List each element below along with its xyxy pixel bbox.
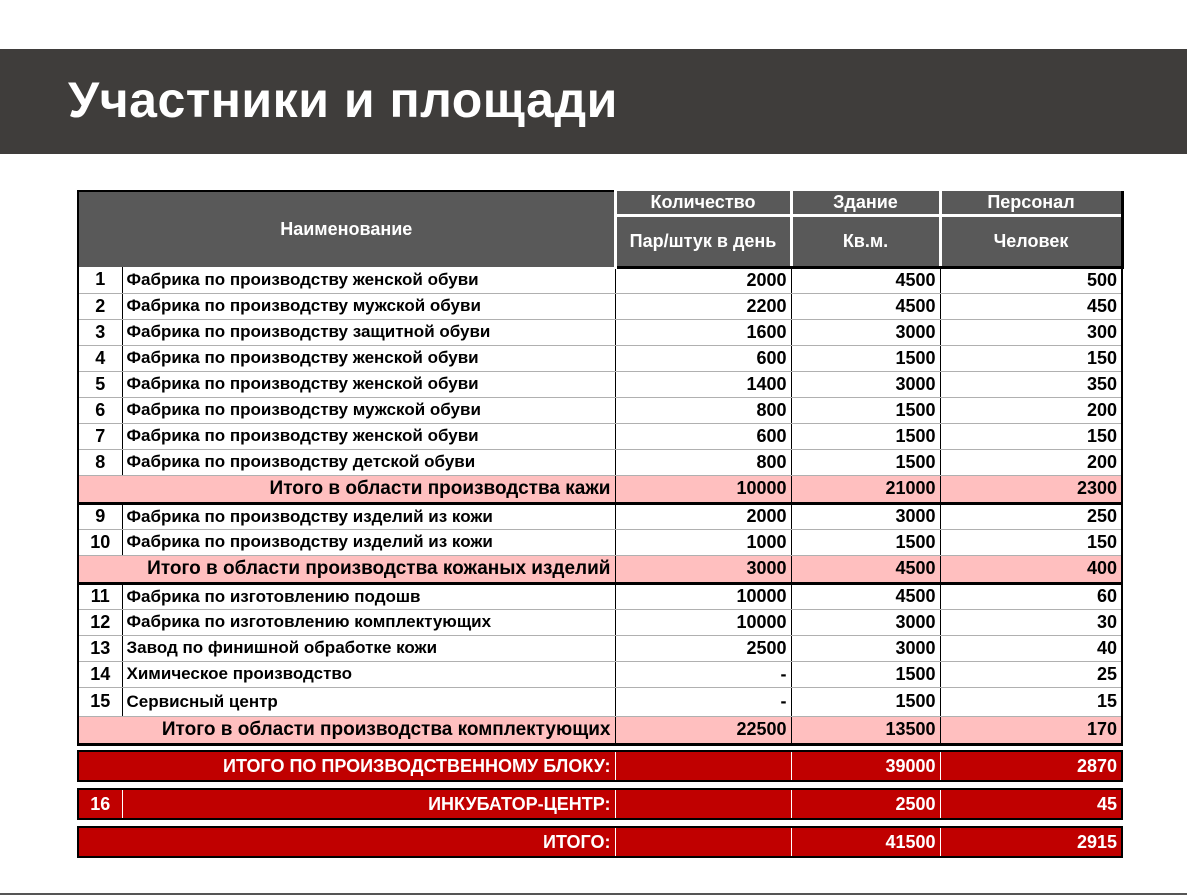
header-staff: Персонал — [940, 191, 1122, 215]
row-area: 4500 — [791, 293, 940, 319]
spacer — [78, 819, 1122, 827]
subtotal-quantity: 22500 — [615, 716, 791, 744]
subtotal-row — [78, 716, 1122, 744]
row-quantity: - — [615, 661, 791, 687]
row-area: 3000 — [791, 319, 940, 345]
header-name: Наименование — [78, 191, 615, 267]
spacer — [78, 744, 1122, 751]
subtotal-quantity: 3000 — [615, 555, 791, 583]
row-number: 8 — [78, 449, 122, 475]
incubator-row-staff: 45 — [940, 789, 1122, 819]
row-name: Фабрика по производству мужской обуви — [122, 397, 615, 423]
row-name: Фабрика по изготовлению комплектующих — [122, 609, 615, 635]
row-number: 11 — [78, 583, 122, 609]
row-staff: 350 — [940, 371, 1122, 397]
subtotal-label: Итого в области производства комплектующих — [78, 716, 615, 744]
row-staff: 15 — [940, 687, 1122, 716]
table-row — [78, 293, 1122, 319]
spacer-row — [78, 819, 1122, 827]
row-name: Фабрика по производству изделий из кожи — [122, 529, 615, 555]
grand-total-row-quantity — [615, 827, 791, 857]
table-row — [78, 319, 1122, 345]
row-staff: 150 — [940, 529, 1122, 555]
row-area: 1500 — [791, 687, 940, 716]
row-area: 1500 — [791, 397, 940, 423]
row-name: Завод по финишной обработке кожи — [122, 635, 615, 661]
row-staff: 450 — [940, 293, 1122, 319]
block-total-row-quantity — [615, 751, 791, 781]
incubator-row-number: 16 — [78, 789, 122, 819]
incubator-row-quantity — [615, 789, 791, 819]
subtotal-staff: 2300 — [940, 475, 1122, 503]
header-staff-unit: Человек — [940, 215, 1122, 267]
row-name: Химическое производство — [122, 661, 615, 687]
row-number: 4 — [78, 345, 122, 371]
subtotal-staff: 400 — [940, 555, 1122, 583]
header-building: Здание — [791, 191, 940, 215]
bottom-divider — [0, 893, 1187, 895]
row-area: 1500 — [791, 529, 940, 555]
subtotal-label: Итого в области производства кажи — [78, 475, 615, 503]
row-staff: 200 — [940, 449, 1122, 475]
table-row — [78, 267, 1122, 293]
row-number: 1 — [78, 267, 122, 293]
table-row — [78, 529, 1122, 555]
row-quantity: 800 — [615, 449, 791, 475]
row-area: 4500 — [791, 583, 940, 609]
spacer-row — [78, 744, 1122, 751]
row-number: 3 — [78, 319, 122, 345]
row-quantity: 2000 — [615, 267, 791, 293]
row-name: Фабрика по производству детской обуви — [122, 449, 615, 475]
row-number: 12 — [78, 609, 122, 635]
table-row — [78, 371, 1122, 397]
grand-total-row-area: 41500 — [791, 827, 940, 857]
table-row — [78, 397, 1122, 423]
row-quantity: 1600 — [615, 319, 791, 345]
row-quantity: 1000 — [615, 529, 791, 555]
title-band — [0, 49, 1187, 154]
incubator-row-label: ИНКУБАТОР-ЦЕНТР: — [122, 789, 615, 819]
table-body — [78, 267, 1122, 857]
row-area: 1500 — [791, 661, 940, 687]
row-quantity: - — [615, 687, 791, 716]
subtotal-row — [78, 555, 1122, 583]
header-quantity: Количество — [615, 191, 791, 215]
row-staff: 60 — [940, 583, 1122, 609]
block-total-row-area: 39000 — [791, 751, 940, 781]
row-name: Фабрика по производству женской обуви — [122, 345, 615, 371]
row-name: Фабрика по производству мужской обуви — [122, 293, 615, 319]
spacer-row — [78, 781, 1122, 789]
table-row — [78, 583, 1122, 609]
row-staff: 40 — [940, 635, 1122, 661]
table-row — [78, 503, 1122, 529]
block-total-row-staff: 2870 — [940, 751, 1122, 781]
subtotal-label: Итого в области производства кожаных изделий — [78, 555, 615, 583]
row-number: 14 — [78, 661, 122, 687]
row-quantity: 10000 — [615, 609, 791, 635]
row-quantity: 2500 — [615, 635, 791, 661]
row-number: 15 — [78, 687, 122, 716]
header-quantity-unit: Пар/штук в день — [615, 215, 791, 267]
table-row — [78, 423, 1122, 449]
row-area: 3000 — [791, 609, 940, 635]
subtotal-area: 4500 — [791, 555, 940, 583]
subtotal-area: 21000 — [791, 475, 940, 503]
row-number: 5 — [78, 371, 122, 397]
row-name: Фабрика по производству женской обуви — [122, 267, 615, 293]
row-staff: 150 — [940, 345, 1122, 371]
row-area: 1500 — [791, 345, 940, 371]
row-area: 3000 — [791, 635, 940, 661]
table-row — [78, 345, 1122, 371]
row-name: Фабрика по изготовлению подошв — [122, 583, 615, 609]
row-area: 1500 — [791, 449, 940, 475]
subtotal-area: 13500 — [791, 716, 940, 744]
grand-total-row-label: ИТОГО: — [78, 827, 615, 857]
row-area: 4500 — [791, 267, 940, 293]
table-row — [78, 635, 1122, 661]
row-number: 7 — [78, 423, 122, 449]
grand-total-row-staff: 2915 — [940, 827, 1122, 857]
row-name: Сервисный центр — [122, 687, 615, 716]
row-staff: 200 — [940, 397, 1122, 423]
row-quantity: 600 — [615, 423, 791, 449]
subtotal-row — [78, 475, 1122, 503]
row-quantity: 1400 — [615, 371, 791, 397]
row-area: 3000 — [791, 503, 940, 529]
row-number: 13 — [78, 635, 122, 661]
row-quantity: 2000 — [615, 503, 791, 529]
row-number: 9 — [78, 503, 122, 529]
participants-table — [77, 190, 1124, 858]
row-staff: 500 — [940, 267, 1122, 293]
row-staff: 150 — [940, 423, 1122, 449]
row-quantity: 10000 — [615, 583, 791, 609]
row-name: Фабрика по производству защитной обуви — [122, 319, 615, 345]
row-name: Фабрика по производству женской обуви — [122, 371, 615, 397]
row-number: 6 — [78, 397, 122, 423]
row-staff: 30 — [940, 609, 1122, 635]
row-staff: 25 — [940, 661, 1122, 687]
table-row — [78, 449, 1122, 475]
row-area: 1500 — [791, 423, 940, 449]
spacer — [78, 781, 1122, 789]
row-number: 10 — [78, 529, 122, 555]
row-quantity: 2200 — [615, 293, 791, 319]
page-title: Участники и площади — [68, 72, 618, 128]
grand-total-row — [78, 827, 1122, 857]
row-area: 3000 — [791, 371, 940, 397]
block-total-row-label: ИТОГО ПО ПРОИЗВОДСТВЕННОМУ БЛОКУ: — [78, 751, 615, 781]
row-name: Фабрика по производству изделий из кожи — [122, 503, 615, 529]
subtotal-staff: 170 — [940, 716, 1122, 744]
table-row — [78, 687, 1122, 716]
table-row — [78, 609, 1122, 635]
row-quantity: 800 — [615, 397, 791, 423]
subtotal-quantity: 10000 — [615, 475, 791, 503]
incubator-row — [78, 789, 1122, 819]
table-row — [78, 661, 1122, 687]
header-building-unit: Кв.м. — [791, 215, 940, 267]
row-number: 2 — [78, 293, 122, 319]
row-staff: 250 — [940, 503, 1122, 529]
row-name: Фабрика по производству женской обуви — [122, 423, 615, 449]
row-staff: 300 — [940, 319, 1122, 345]
incubator-row-area: 2500 — [791, 789, 940, 819]
row-quantity: 600 — [615, 345, 791, 371]
block-total-row — [78, 751, 1122, 781]
